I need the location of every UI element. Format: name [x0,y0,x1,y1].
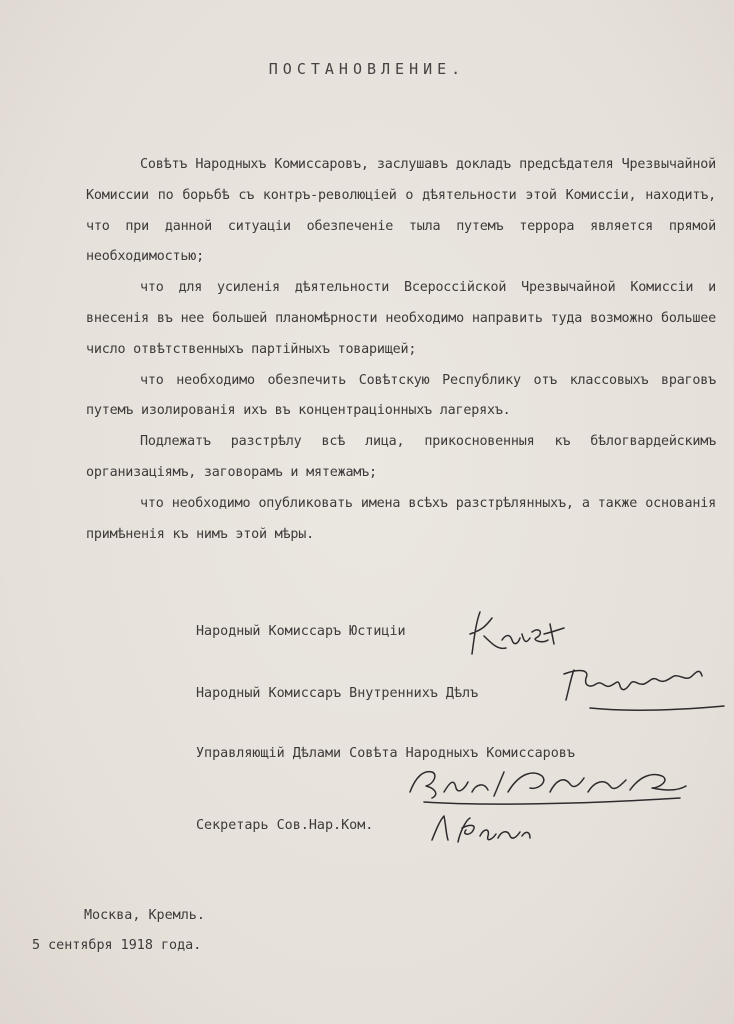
signature-petrovsky [560,664,730,724]
paragraph-2: что для усиленiя дѣятельности Всероссiйской Чрезвычайной Комиссiи и внесенiя въ нее большей планомѣрности необходимо направить туда возможно большее число отвѣтственныхъ партiйныхъ товарищей; [86,280,716,357]
signatory-3-position: Управляющiй Дѣлами Совѣта Народныхъ Комиссаровъ [196,746,575,761]
paragraph-3: что необходимо обезпечить Совѣтскую Республику отъ классовыхъ враговъ путемъ изолированiя ихъ въ концентрацiонныхъ лагеряхъ. [86,372,716,419]
signatory-1-position: Народный Комиссаръ Юстицiи [196,624,406,639]
signature-fotieva [426,810,536,850]
paragraph-4: Подлежатъ разстрѣлу всѣ лица, прикосновенныя къ бѣлогвардейскимъ организацiямъ, заговорамъ и мятежамъ; [86,434,716,480]
signature-kursky [462,604,572,664]
signatory-2-position: Народный Комиссаръ Внутреннихъ Дѣлъ [196,686,479,701]
document-date: 5 сентября 1918 года. [32,938,202,953]
paragraph-5: что необходимо опубликовать имена всѣхъ разстрѣлянныхъ, а также основанiя примѣненiя къ нимъ этой мѣры. [86,495,716,542]
signature-bonch-bruevich [404,762,694,810]
document-title: ПОСТАНОВЛЕНИЕ. [268,60,466,78]
document-body [86,150,716,550]
signatory-4-position: Секретарь Сов.Нар.Ком. [196,818,374,833]
document-place: Москва, Кремль. [84,908,205,923]
paragraph-1: Совѣтъ Народныхъ Комиссаровъ, заслушавъ докладъ предсѣдателя Чрезвычайной Комиссии по борьбѣ съ контръ-революцiей о дѣятельности этой Комиссiи, находитъ, что при данной ситуацiи обезпеченiе тыла путемъ террора является прямой необходимостью; [86,157,716,265]
